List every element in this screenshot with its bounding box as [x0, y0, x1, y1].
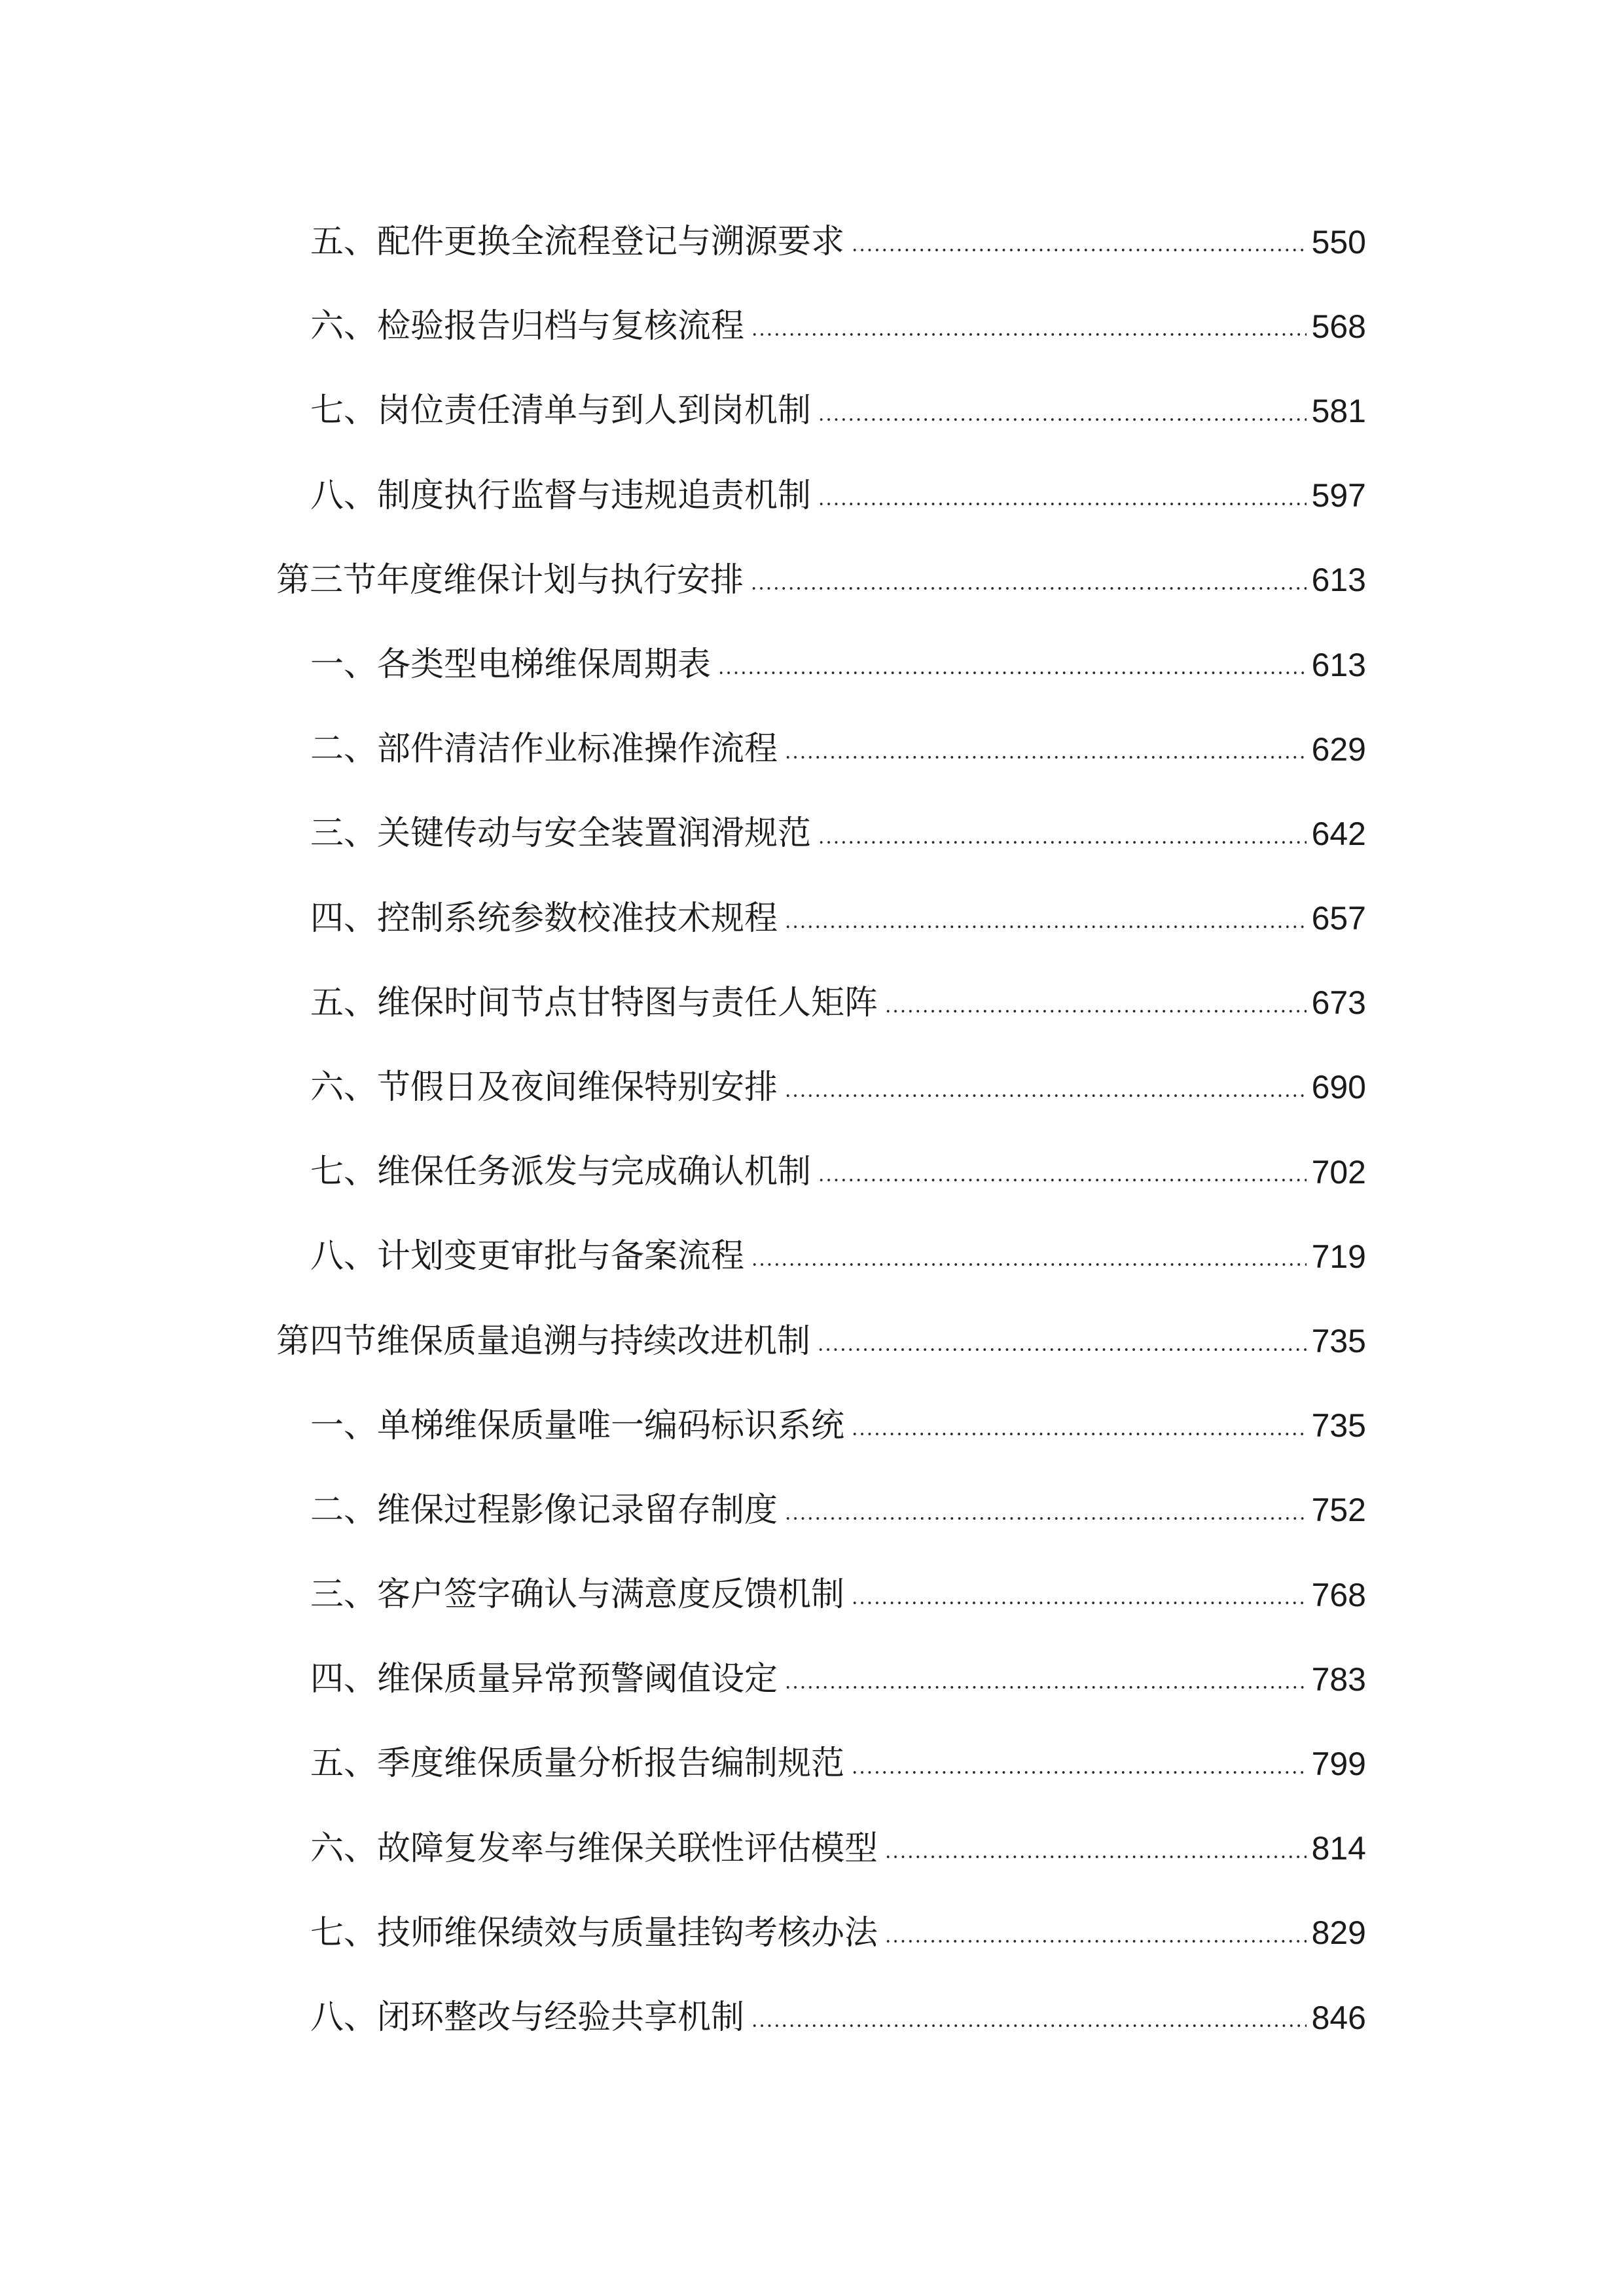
toc-section-entry[interactable] — [0, 1299, 1624, 1383]
toc-leader-dots — [818, 841, 1307, 844]
toc-entry-title: 第四节维保质量追溯与持续改进机制 — [276, 1321, 811, 1361]
toc-entry[interactable] — [0, 791, 1624, 876]
toc-entry-title: 七、技师维保绩效与质量挂钩考核办法 — [310, 1913, 878, 1952]
toc-entry-page: 657 — [1311, 900, 1366, 937]
toc-leader-dots — [818, 503, 1307, 505]
toc-leader-dots — [751, 333, 1307, 336]
toc-entry-title: 六、节假日及夜间维保特别安排 — [310, 1067, 778, 1107]
toc-leader-dots — [784, 1517, 1307, 1520]
toc-entry-title: 五、季度维保质量分析报告编制规范 — [310, 1744, 845, 1784]
toc-entry-page: 642 — [1311, 815, 1366, 852]
toc-leader-dots — [784, 1686, 1307, 1689]
toc-entry[interactable] — [0, 454, 1624, 538]
toc-leader-dots — [784, 756, 1307, 759]
toc-leader-dots — [851, 1771, 1307, 1774]
toc-entry-page: 768 — [1311, 1576, 1366, 1613]
toc-leader-dots — [884, 1010, 1307, 1013]
toc-leader-dots — [884, 1856, 1307, 1858]
toc-entry-title: 七、维保任务派发与完成确认机制 — [310, 1153, 812, 1192]
toc-entry-page: 581 — [1311, 392, 1366, 429]
toc-entry[interactable] — [0, 1214, 1624, 1299]
toc-entry-page: 629 — [1311, 730, 1366, 768]
toc-entry-title: 五、维保时间节点甘特图与责任人矩阵 — [310, 983, 878, 1022]
toc-entry-title: 一、各类型电梯维保周期表 — [310, 645, 712, 685]
table-of-contents — [0, 200, 1624, 2060]
toc-entry[interactable] — [0, 876, 1624, 961]
toc-entry[interactable] — [0, 1468, 1624, 1552]
toc-leader-dots — [884, 1940, 1307, 1943]
toc-entry-title: 八、制度执行监督与违规追责机制 — [310, 476, 812, 515]
toc-entry-page: 846 — [1311, 1999, 1366, 2036]
toc-entry-title: 八、闭环整改与经验共享机制 — [310, 1998, 745, 2037]
toc-leader-dots — [818, 418, 1307, 421]
toc-entry-page: 735 — [1311, 1323, 1366, 1360]
toc-entry-title: 七、岗位责任清单与到人到岗机制 — [310, 391, 812, 431]
toc-leader-dots — [751, 1263, 1307, 1266]
toc-entry[interactable] — [0, 200, 1624, 284]
toc-entry-title: 四、维保质量异常预警阈值设定 — [310, 1660, 778, 1699]
toc-entry-title: 二、部件清洁作业标准操作流程 — [310, 730, 778, 769]
toc-entry-title: 二、维保过程影像记录留存制度 — [310, 1490, 778, 1530]
toc-leader-dots — [784, 925, 1307, 928]
toc-entry[interactable] — [0, 1552, 1624, 1637]
toc-entry[interactable] — [0, 1806, 1624, 1891]
toc-leader-dots — [851, 1433, 1307, 1435]
toc-entry-page: 673 — [1311, 984, 1366, 1022]
toc-entry-title: 一、单梯维保质量唯一编码标识系统 — [310, 1406, 845, 1445]
toc-entry-title: 八、计划变更审批与备案流程 — [310, 1237, 745, 1276]
toc-section-entry[interactable] — [0, 538, 1624, 622]
toc-entry-title: 三、客户签字确认与满意度反馈机制 — [310, 1575, 845, 1615]
toc-entry-title: 五、配件更换全流程登记与溯源要求 — [310, 223, 845, 262]
toc-entry[interactable] — [0, 1975, 1624, 2060]
toc-leader-dots — [817, 1348, 1307, 1351]
toc-entry[interactable] — [0, 1891, 1624, 1975]
toc-leader-dots — [784, 1094, 1307, 1097]
toc-entry-page: 799 — [1311, 1745, 1366, 1782]
toc-leader-dots — [717, 672, 1307, 674]
toc-entry[interactable] — [0, 1045, 1624, 1130]
toc-entry[interactable] — [0, 1384, 1624, 1468]
toc-entry-title: 六、故障复发率与维保关联性评估模型 — [310, 1829, 878, 1868]
toc-entry-title: 四、控制系统参数校准技术规程 — [310, 899, 778, 938]
toc-entry-page: 752 — [1311, 1492, 1366, 1529]
toc-leader-dots — [851, 249, 1307, 251]
toc-entry[interactable] — [0, 1637, 1624, 1721]
toc-entry-page: 613 — [1311, 562, 1366, 599]
toc-entry[interactable] — [0, 1130, 1624, 1214]
toc-entry-page: 814 — [1311, 1830, 1366, 1867]
toc-entry-title: 第三节年度维保计划与执行安排 — [276, 560, 744, 600]
toc-entry-title: 六、检验报告归档与复核流程 — [310, 307, 745, 346]
toc-entry[interactable] — [0, 284, 1624, 368]
toc-entry[interactable] — [0, 961, 1624, 1045]
toc-entry-page: 613 — [1311, 646, 1366, 683]
toc-entry-page: 735 — [1311, 1407, 1366, 1444]
toc-leader-dots — [751, 2024, 1307, 2027]
toc-entry[interactable] — [0, 1721, 1624, 1806]
toc-leader-dots — [818, 1179, 1307, 1181]
toc-entry-page: 690 — [1311, 1069, 1366, 1106]
toc-entry[interactable] — [0, 622, 1624, 707]
toc-entry-page: 702 — [1311, 1153, 1366, 1191]
toc-entry[interactable] — [0, 707, 1624, 791]
toc-entry-page: 783 — [1311, 1660, 1366, 1698]
toc-entry-page: 568 — [1311, 308, 1366, 345]
toc-entry-page: 550 — [1311, 223, 1366, 260]
toc-entry-title: 三、关键传动与安全装置润滑规范 — [310, 814, 812, 853]
toc-entry-page: 829 — [1311, 1914, 1366, 1952]
toc-leader-dots — [851, 1602, 1307, 1604]
toc-entry-page: 597 — [1311, 477, 1366, 514]
toc-entry-page: 719 — [1311, 1238, 1366, 1275]
toc-leader-dots — [750, 587, 1307, 590]
toc-entry[interactable] — [0, 368, 1624, 453]
